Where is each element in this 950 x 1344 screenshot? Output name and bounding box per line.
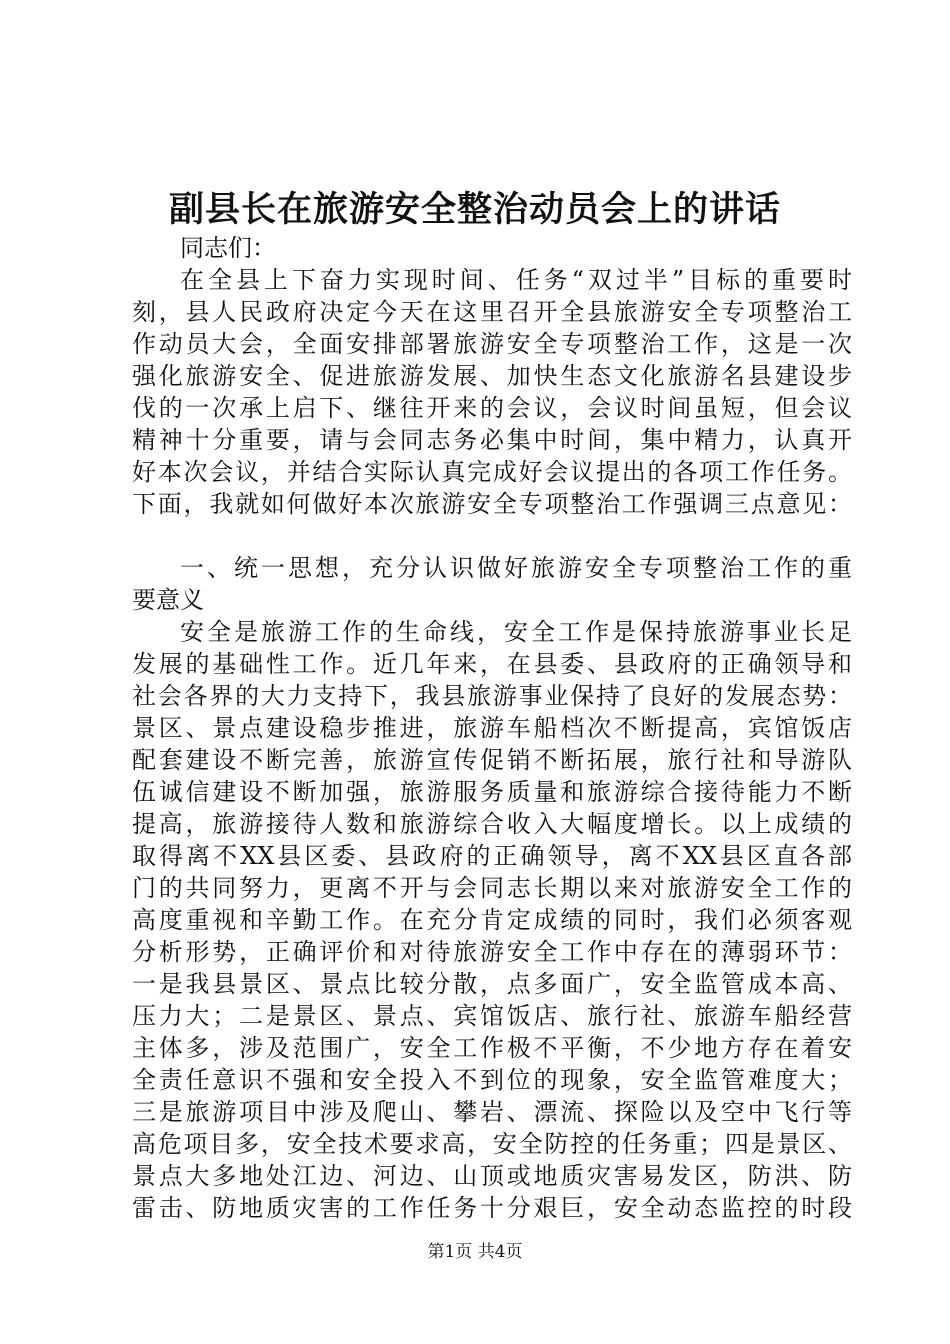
text-line: 主体多，涉及范围广，安全工作极不平衡，不少地方存在着安 bbox=[132, 1034, 852, 1062]
text-line: 全责任意识不强和安全投入不到位的现象，安全监管难度大； bbox=[132, 1066, 852, 1094]
text-line: 社会各界的大力支持下，我县旅游事业保持了良好的发展态势： bbox=[132, 682, 852, 710]
text-line: 作动员大会，全面安排部署旅游安全专项整治工作，这是一次 bbox=[132, 330, 852, 358]
text-line: 压力大；二是景区、景点、宾馆饭店、旅行社、旅游车船经营 bbox=[132, 1002, 852, 1030]
text-line: 三是旅游项目中涉及爬山、攀岩、漂流、探险以及空中飞行等 bbox=[132, 1098, 852, 1126]
text-line: 精神十分重要，请与会同志务必集中时间，集中精力，认真开 bbox=[132, 426, 852, 454]
text-line: 门的共同努力，更离不开与会同志长期以来对旅游安全工作的 bbox=[132, 874, 852, 902]
text-line: 景点大多地处江边、河边、山顶或地质灾害易发区，防洪、防 bbox=[132, 1162, 852, 1190]
text-line: 取得离不XX县区委、县政府的正确领导，离不XX县区直各部 bbox=[132, 842, 852, 870]
salutation-line: 同志们： bbox=[180, 234, 276, 262]
text-line: 安全是旅游工作的生命线，安全工作是保持旅游事业长足 bbox=[180, 618, 852, 646]
paragraph-gap bbox=[132, 520, 852, 552]
text-line: 一是我县景区、景点比较分散，点多面广，安全监管成本高、 bbox=[132, 970, 852, 998]
text-line: 伐的一次承上启下、继往开来的会议，会议时间虽短，但会议 bbox=[132, 394, 852, 422]
page-footer: 第1页 共4页 bbox=[427, 1242, 523, 1262]
text-line: 伍诚信建设不断加强，旅游服务质量和旅游综合接待能力不断 bbox=[132, 778, 852, 806]
text-line: 配套建设不断完善，旅游宣传促销不断拓展，旅行社和导游队 bbox=[132, 746, 852, 774]
text-line: 雷击、防地质灾害的工作任务十分艰巨，安全动态监控的时段 bbox=[132, 1194, 852, 1222]
text-line: 刻，县人民政府决定今天在这里召开全县旅游安全专项整治工 bbox=[132, 298, 852, 326]
text-line: 景区、景点建设稳步推进，旅游车船档次不断提高，宾馆饭店 bbox=[132, 714, 852, 742]
text-line: 高度重视和辛勤工作。在充分肯定成绩的同时，我们必须客观 bbox=[132, 906, 852, 934]
document-body bbox=[132, 232, 852, 1224]
text-line: 分析形势，正确评价和对待旅游安全工作中存在的薄弱环节： bbox=[132, 938, 852, 966]
text-line: 发展的基础性工作。近几年来，在县委、县政府的正确领导和 bbox=[132, 650, 852, 678]
section-heading-line: 一、统一思想，充分认识做好旅游安全专项整治工作的重 bbox=[180, 554, 852, 582]
text-line: 在全县上下奋力实现时间、任务“双过半”目标的重要时 bbox=[180, 266, 852, 294]
document-title: 副县长在旅游安全整治动员会上的讲话 bbox=[168, 189, 781, 230]
text-line: 高危项目多，安全技术要求高，安全防控的任务重；四是景区、 bbox=[132, 1130, 852, 1158]
section-heading-line: 要意义 bbox=[132, 586, 204, 614]
text-line: 强化旅游安全、促进旅游发展、加快生态文化旅游名县建设步 bbox=[132, 362, 852, 390]
text-line: 提高，旅游接待人数和旅游综合收入大幅度增长。以上成绩的 bbox=[132, 810, 852, 838]
text-line: 下面，我就如何做好本次旅游安全专项整治工作强调三点意见： bbox=[132, 490, 852, 518]
text-line: 好本次会议，并结合实际认真完成好会议提出的各项工作任务。 bbox=[132, 458, 852, 486]
